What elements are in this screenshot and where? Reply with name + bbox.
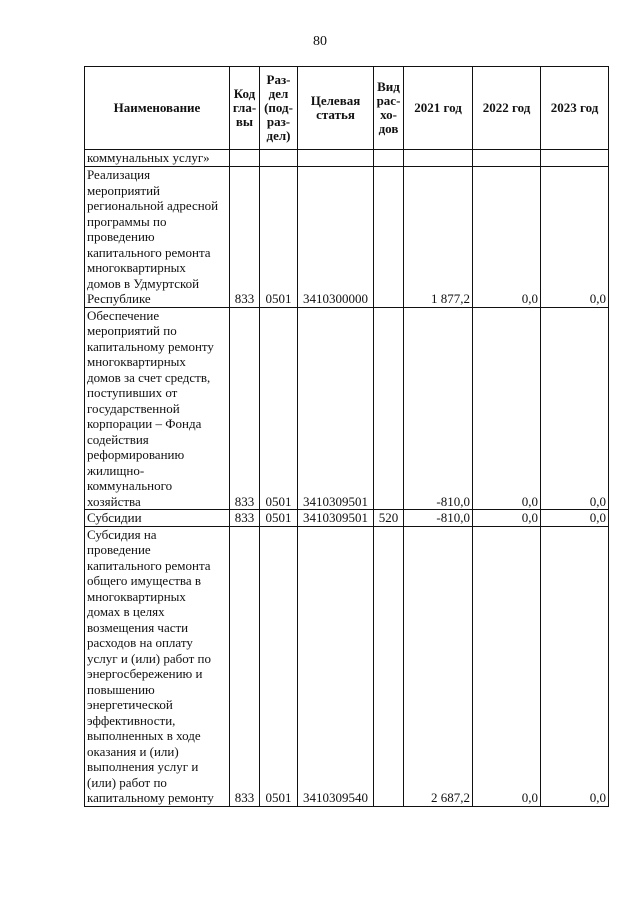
row-name-line: домов в Удмуртской [87, 275, 200, 291]
row-kod: 833 [230, 307, 260, 510]
row-name-line: поступивших от [87, 385, 178, 400]
row-name-line: общего имущества в [87, 573, 202, 588]
header-razdel: Раз- дел (под- раз- дел) [260, 67, 298, 150]
row-name-line: хозяйства [87, 493, 141, 509]
row-razdel: 0501 [260, 526, 298, 806]
table-row [85, 307, 609, 510]
budget-table [84, 66, 609, 807]
row-razdel [260, 150, 298, 167]
row-name-line: реформированию [87, 447, 185, 462]
header-2022: 2022 год [473, 67, 541, 150]
row-vid [374, 307, 404, 510]
table-row [85, 526, 609, 806]
row-name-line: повышению [87, 681, 155, 697]
row-name-line: расходов на оплату [87, 635, 193, 650]
table-row [85, 510, 609, 527]
row-name-line: государственной [87, 400, 180, 416]
row-2021: 2 687,2 [404, 526, 473, 806]
header-kod: Код гла- вы [230, 67, 260, 150]
row-celevaya: 3410309501 [298, 307, 374, 510]
row-2023: 0,0 [541, 307, 609, 510]
row-name-line: региональной адресной [87, 198, 219, 213]
row-name-line: многоквартирных [87, 588, 186, 604]
row-razdel: 0501 [260, 510, 298, 527]
row-name [85, 526, 230, 806]
row-name-line: эффективности, [87, 712, 176, 728]
page-number: 80 [313, 34, 327, 49]
row-name-line: капитальному ремонту [87, 338, 214, 354]
header-2021: 2021 год [404, 67, 473, 150]
row-name-line: жилищно- [87, 462, 145, 478]
header-name: Наименование [85, 67, 230, 150]
table-header-row [85, 67, 609, 150]
header-celevaya: Целевая статья [298, 67, 374, 150]
row-name-line: капитального ремонта [87, 244, 211, 260]
row-name-line: выполненных в ходе [87, 728, 201, 743]
row-kod [230, 150, 260, 167]
row-name-line: корпорации – Фонда [87, 416, 202, 431]
table-row [85, 167, 609, 308]
row-name-line: (или) работ по [87, 774, 167, 790]
row-name-line: мероприятий [87, 182, 160, 198]
row-name-line: коммунальных услуг» [87, 150, 210, 165]
row-name-line: программы по [87, 213, 167, 229]
row-2023: 0,0 [541, 167, 609, 308]
table-row [85, 150, 609, 167]
row-name-line: коммунального [87, 478, 173, 493]
row-name-line: энергетической [87, 697, 173, 712]
row-2022: 0,0 [473, 526, 541, 806]
row-2022: 0,0 [473, 510, 541, 527]
row-name [85, 167, 230, 308]
row-razdel: 0501 [260, 307, 298, 510]
row-razdel: 0501 [260, 167, 298, 308]
row-celevaya: 3410309501 [298, 510, 374, 527]
row-name-line: многоквартирных [87, 260, 186, 275]
row-vid: 520 [374, 510, 404, 527]
row-celevaya [298, 150, 374, 167]
row-name-line: домов за счет средств, [87, 369, 211, 385]
row-kod: 833 [230, 510, 260, 527]
header-2023: 2023 год [541, 67, 609, 150]
row-name-line: Реализация [87, 167, 151, 182]
row-name-line: содействия [87, 431, 149, 447]
row-2021: 1 877,2 [404, 167, 473, 308]
row-name-line: оказания и (или) [87, 743, 179, 759]
row-2023: 0,0 [541, 510, 609, 527]
row-2022: 0,0 [473, 167, 541, 308]
row-celevaya: 3410309540 [298, 526, 374, 806]
row-name-line: капитального ремонта [87, 557, 211, 573]
table-body [85, 150, 609, 807]
row-2021: -810,0 [404, 510, 473, 527]
row-kod: 833 [230, 526, 260, 806]
row-2022 [473, 150, 541, 167]
row-kod: 833 [230, 167, 260, 308]
row-2023: 0,0 [541, 526, 609, 806]
row-name-line: Субсидия на [87, 526, 157, 542]
row-name-line: Субсидии [87, 510, 142, 525]
row-name-line: проведению [87, 229, 155, 244]
row-name-line: энергосбережению и [87, 666, 203, 681]
row-name-line: услуг и (или) работ по [87, 650, 211, 666]
row-vid [374, 150, 404, 167]
row-name-line: Обеспечение [87, 307, 160, 323]
row-name-line: Республике [87, 291, 151, 306]
row-name-line: выполнения услуг и [87, 759, 199, 774]
row-name-line: проведение [87, 542, 151, 557]
header-vid: Вид рас- хо- дов [374, 67, 404, 150]
row-2023 [541, 150, 609, 167]
row-name-line: многоквартирных [87, 354, 186, 369]
row-name-line: домах в целях [87, 604, 165, 619]
row-vid [374, 167, 404, 308]
row-2022: 0,0 [473, 307, 541, 510]
row-name-line: капитальному ремонту [87, 790, 214, 805]
row-celevaya: 3410300000 [298, 167, 374, 308]
row-name [85, 150, 230, 167]
row-name [85, 307, 230, 510]
row-name-line: возмещения части [87, 619, 189, 635]
row-vid [374, 526, 404, 806]
row-name [85, 510, 230, 527]
row-name-line: мероприятий по [87, 323, 177, 338]
row-2021: -810,0 [404, 307, 473, 510]
row-2021 [404, 150, 473, 167]
